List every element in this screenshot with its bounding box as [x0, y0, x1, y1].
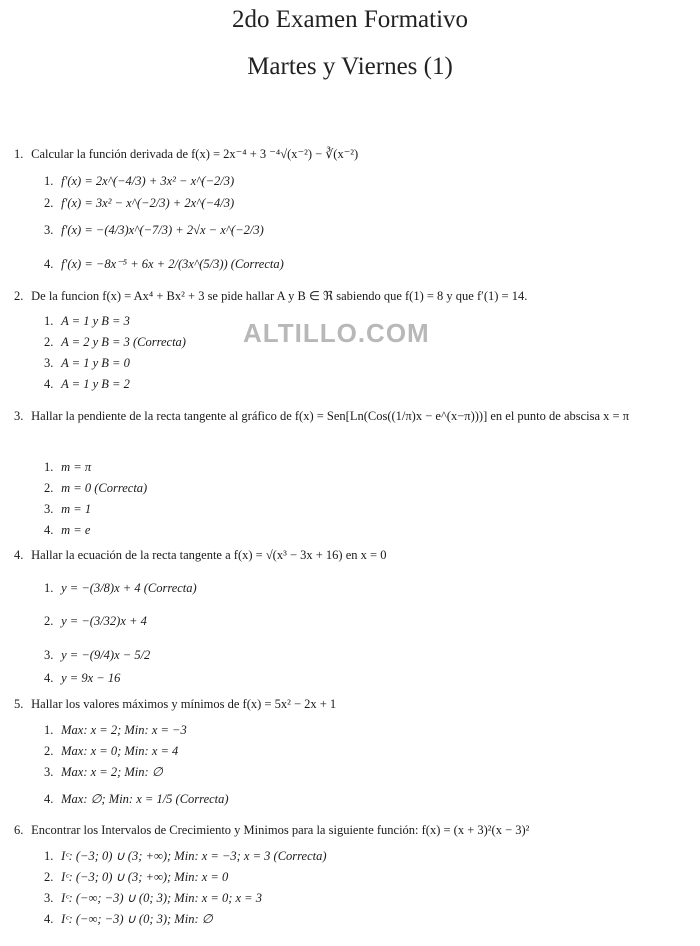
question-6: [14, 822, 686, 839]
question-number: 6.: [14, 823, 24, 837]
option-number: 2.: [44, 481, 54, 495]
option-number: 1.: [44, 581, 54, 595]
option-number: 4.: [44, 792, 54, 806]
option-number: 3.: [44, 648, 54, 662]
question-3-option-1: [44, 459, 91, 475]
question-5-option-3: [44, 764, 163, 780]
question-2: [14, 288, 686, 305]
option-text: y = 9x − 16: [61, 671, 121, 685]
option-number: 4.: [44, 257, 54, 271]
question-4-option-4: [44, 670, 120, 686]
option-number: 2.: [44, 614, 54, 628]
question-3: [14, 408, 686, 425]
option-text: f′(x) = −(4/3)x^(−7/3) + 2√x − x^(−2/3): [61, 223, 264, 237]
question-1: [14, 146, 686, 163]
option-text: A = 1 y B = 0: [61, 356, 130, 370]
question-number: 4.: [14, 548, 24, 562]
option-number: 4.: [44, 523, 54, 537]
option-text: y = −(9/4)x − 5/2: [61, 648, 151, 662]
option-number: 3.: [44, 223, 54, 237]
question-text: Calcular la función derivada de f(x) = 2x⁻⁴ + 3 ⁻⁴√(x⁻²) − ∛(x⁻²): [31, 147, 359, 161]
question-4-option-1: [44, 580, 197, 596]
option-text: m = π: [61, 460, 92, 474]
question-number: 3.: [14, 409, 24, 423]
question-2-option-3: [44, 355, 130, 371]
option-number: 4.: [44, 671, 54, 685]
question-4-option-2: [44, 613, 147, 629]
exam-title: 2do Examen Formativo: [231, 6, 469, 33]
option-number: 1.: [44, 174, 54, 188]
option-number: 1.: [44, 849, 54, 863]
question-number: 1.: [14, 147, 24, 161]
question-1-option-1: [44, 173, 234, 189]
question-1-option-3: [44, 222, 264, 238]
question-2-option-2: [44, 334, 186, 350]
option-text: A = 1 y B = 3: [61, 314, 130, 328]
question-1-option-2: [44, 195, 234, 211]
option-number: 2.: [44, 870, 54, 884]
question-4: [14, 547, 686, 564]
option-text: f′(x) = 2x^(−4/3) + 3x² − x^(−2/3): [61, 174, 235, 188]
option-text: y = −(3/8)x + 4 (Correcta): [61, 581, 197, 595]
option-text: Max: ∅; Min: x = 1/5 (Correcta): [61, 792, 229, 806]
option-text: Max: x = 2; Min: ∅: [61, 765, 163, 779]
question-6-option-2: [44, 869, 228, 885]
question-5-option-1: [44, 722, 187, 738]
option-text: Max: x = 0; Min: x = 4: [61, 744, 179, 758]
option-number: 3.: [44, 765, 54, 779]
option-number: 3.: [44, 891, 54, 905]
question-text: Encontrar los Intervalos de Crecimiento y Minimos para la siguiente función: f(x) = (x + 3)²(x − 3)²: [31, 823, 530, 837]
question-6-option-4: [44, 911, 213, 927]
option-number: 4.: [44, 377, 54, 391]
question-3-option-3: [44, 501, 91, 517]
option-number: 2.: [44, 196, 54, 210]
question-text: Hallar los valores máximos y mínimos de f(x) = 5x² − 2x + 1: [31, 697, 337, 711]
question-6-option-1: [44, 848, 327, 864]
option-number: 1.: [44, 460, 54, 474]
option-number: 1.: [44, 723, 54, 737]
question-number: 5.: [14, 697, 24, 711]
option-text: y = −(3/32)x + 4: [61, 614, 147, 628]
option-text: Iᶜ: (−3; 0) ∪ (3; +∞); Min: x = −3; x = 3 (Correcta): [61, 849, 327, 863]
question-2-option-4: [44, 376, 130, 392]
option-text: A = 2 y B = 3 (Correcta): [61, 335, 186, 349]
question-text: De la funcion f(x) = Ax⁴ + Bx² + 3 se pide hallar A y B ∈ ℜ sabiendo que f(1) = 8 y que f′(1) = 14.: [31, 289, 528, 303]
watermark: ALTILLO.COM: [243, 318, 430, 348]
option-text: m = 1: [61, 502, 92, 516]
option-text: Iᶜ: (−∞; −3) ∪ (0; 3); Min: x = 0; x = 3: [61, 891, 262, 905]
option-number: 3.: [44, 356, 54, 370]
option-number: 1.: [44, 314, 54, 328]
option-text: Max: x = 2; Min: x = −3: [61, 723, 187, 737]
option-text: f′(x) = 3x² − x^(−2/3) + 2x^(−4/3): [61, 196, 235, 210]
question-3-option-4: [44, 522, 90, 538]
option-text: Iᶜ: (−∞; −3) ∪ (0; 3); Min: ∅: [61, 912, 213, 926]
option-text: m = 0 (Correcta): [61, 481, 148, 495]
option-number: 4.: [44, 912, 54, 926]
question-text: Hallar la pendiente de la recta tangente al gráfico de f(x) = Sen[Ln(Cos((1/π)x − e^(x−π)))] en el punto de abscisa x = π: [31, 409, 630, 423]
option-number: 2.: [44, 744, 54, 758]
question-2-option-1: [44, 313, 130, 329]
option-number: 3.: [44, 502, 54, 516]
option-text: f′(x) = −8x⁻⁵ + 6x + 2/(3x^(5/3)) (Correcta): [61, 257, 284, 271]
question-text: Hallar la ecuación de la recta tangente a f(x) = √(x³ − 3x + 16) en x = 0: [31, 548, 387, 562]
question-5-option-4: [44, 791, 229, 807]
question-1-option-4: [44, 256, 284, 272]
question-3-option-2: [44, 480, 147, 496]
option-text: A = 1 y B = 2: [61, 377, 130, 391]
question-6-option-3: [44, 890, 262, 906]
option-text: m = e: [61, 523, 91, 537]
question-number: 2.: [14, 289, 24, 303]
option-number: 2.: [44, 335, 54, 349]
question-4-option-3: [44, 647, 150, 663]
question-5: [14, 696, 686, 713]
exam-subtitle: Martes y Viernes (1): [247, 53, 453, 80]
option-text: Iᶜ: (−3; 0) ∪ (3; +∞); Min: x = 0: [61, 870, 229, 884]
question-5-option-2: [44, 743, 178, 759]
